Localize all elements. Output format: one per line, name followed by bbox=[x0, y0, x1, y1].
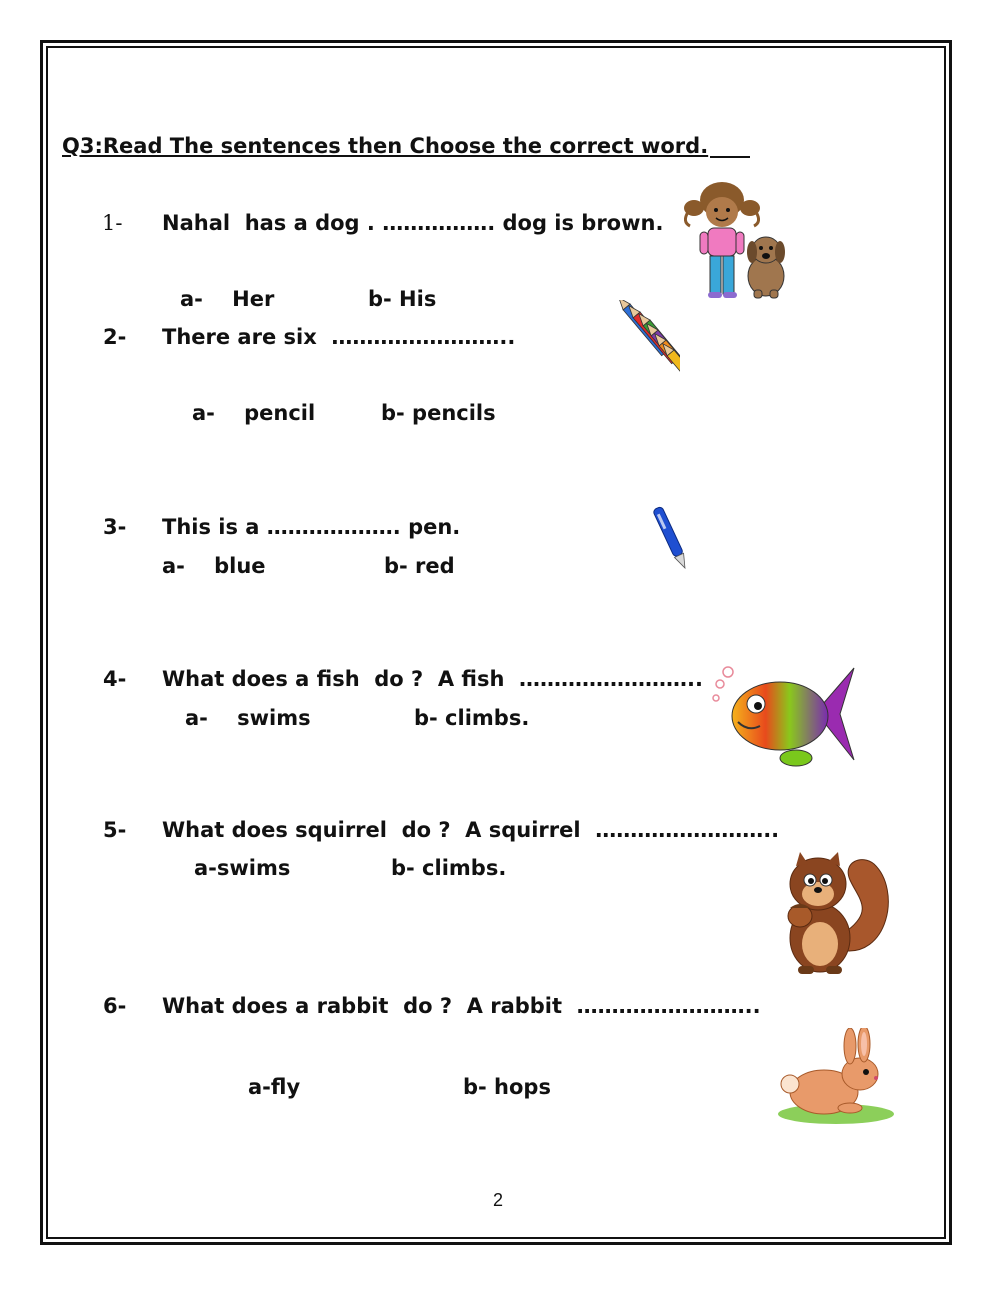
blue-pen-image bbox=[650, 500, 700, 574]
question-4-number: 4- bbox=[103, 667, 127, 691]
question-6-number: 6- bbox=[103, 994, 127, 1018]
question-2-text: There are six …………………….. bbox=[162, 325, 516, 349]
question-4-option-b[interactable]: b- climbs. bbox=[414, 706, 530, 730]
question-3-option-a[interactable]: a- blue bbox=[162, 554, 266, 578]
question-2-number: 2- bbox=[103, 325, 127, 349]
question-6-option-a[interactable]: a-fly bbox=[248, 1075, 301, 1099]
question-3-text: This is a ………………. pen. bbox=[162, 515, 461, 539]
question-5-number: 5- bbox=[103, 818, 127, 842]
question-1-option-b[interactable]: b- His bbox=[368, 287, 437, 311]
rabbit-image bbox=[774, 1028, 900, 1128]
question-5-option-a[interactable]: a-swims bbox=[194, 856, 291, 880]
question-6-text: What does a rabbit do ? A rabbit …………………….. bbox=[162, 994, 761, 1018]
question-4-option-a[interactable]: a- swims bbox=[185, 706, 311, 730]
colored-pencils-image bbox=[570, 300, 680, 420]
question-1-number: 1- bbox=[102, 211, 123, 235]
question-2-option-a[interactable]: a- pencil bbox=[192, 401, 316, 425]
question-2-option-b[interactable]: b- pencils bbox=[381, 401, 496, 425]
question-1-option-a[interactable]: a- Her bbox=[180, 287, 275, 311]
question-3-number: 3- bbox=[103, 515, 127, 539]
girl-with-dog-image bbox=[684, 178, 790, 302]
question-5-text: What does squirrel do ? A squirrel …………………….. bbox=[162, 818, 780, 842]
question-5-option-b[interactable]: b- climbs. bbox=[391, 856, 507, 880]
squirrel-image bbox=[778, 850, 896, 978]
question-4-text: What does a fish do ? A fish …………………….. bbox=[162, 667, 703, 691]
question-1-text: Nahal has a dog . ……………. dog is brown. bbox=[162, 211, 664, 235]
page-number: 2 bbox=[493, 1190, 504, 1210]
question-6-option-b[interactable]: b- hops bbox=[463, 1075, 551, 1099]
rainbow-fish-image bbox=[708, 660, 858, 768]
question-3-option-b[interactable]: b- red bbox=[384, 554, 455, 578]
question-heading: Q3:Read The sentences then Choose the correct word. bbox=[62, 134, 750, 158]
